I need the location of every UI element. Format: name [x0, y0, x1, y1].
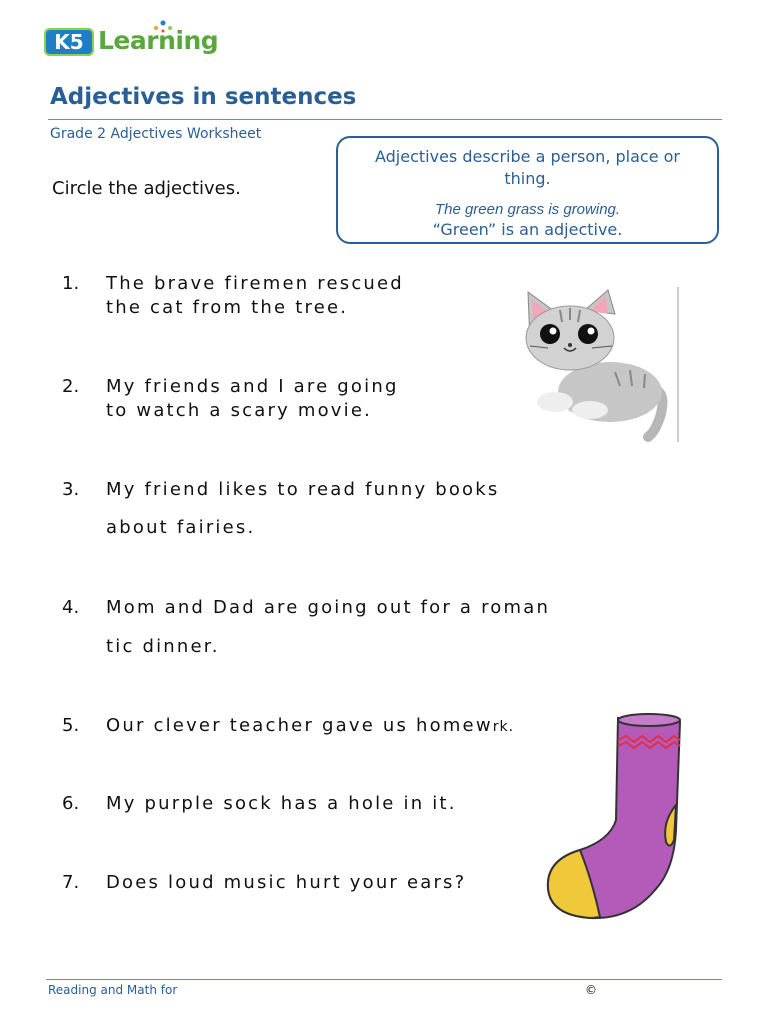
kitten-illustration: [520, 282, 682, 444]
definition-box: [336, 136, 719, 244]
question-text-main: Our clever teacher gave us homew: [106, 715, 493, 736]
logo-text: Learning: [98, 26, 219, 55]
example-note: “Green” is an adjective.: [432, 220, 623, 239]
question-number: 4.: [62, 597, 80, 618]
question-number: 1.: [62, 273, 80, 294]
k5-learning-logo: [44, 18, 219, 62]
question-number: 6.: [62, 793, 80, 814]
question-text: The brave firemen rescued: [106, 273, 404, 294]
question-number: 7.: [62, 872, 80, 893]
question-number: 3.: [62, 479, 80, 500]
footer-divider: [46, 979, 722, 980]
example-sentence: The green grass is growing.: [434, 201, 621, 218]
question-text-continued: tic dinner.: [106, 636, 220, 657]
footer-tagline: Reading and Math for: [48, 983, 178, 997]
question-number: 2.: [62, 376, 80, 397]
definition-text: Adjectives describe a person, place or thing.: [374, 147, 680, 188]
footer-copyright: ©: [585, 983, 597, 997]
question-text-continued: to watch a scary movie.: [106, 400, 373, 421]
question-text: Mom and Dad are going out for a roman: [106, 597, 551, 618]
purple-sock-illustration: [540, 710, 690, 924]
question-text: My purple sock has a hole in it.: [106, 793, 457, 814]
header-divider: [48, 119, 722, 120]
question-text-continued: the cat from the tree.: [106, 297, 349, 318]
question-text: My friends and I are going: [106, 376, 399, 397]
question-text: Does loud music hurt your ears?: [106, 872, 467, 893]
page-title: Adjectives in sentences: [50, 84, 357, 110]
question-text-continued: about fairies.: [106, 517, 256, 538]
page-subtitle: Grade 2 Adjectives Worksheet: [50, 126, 262, 142]
instruction-text: Circle the adjectives.: [52, 178, 241, 199]
question-text-tail: rk.: [492, 719, 515, 735]
logo-badge: K5: [44, 28, 94, 56]
question-text: [106, 715, 514, 736]
question-text: My friend likes to read funny books: [106, 479, 500, 500]
question-number: 5.: [62, 715, 80, 736]
